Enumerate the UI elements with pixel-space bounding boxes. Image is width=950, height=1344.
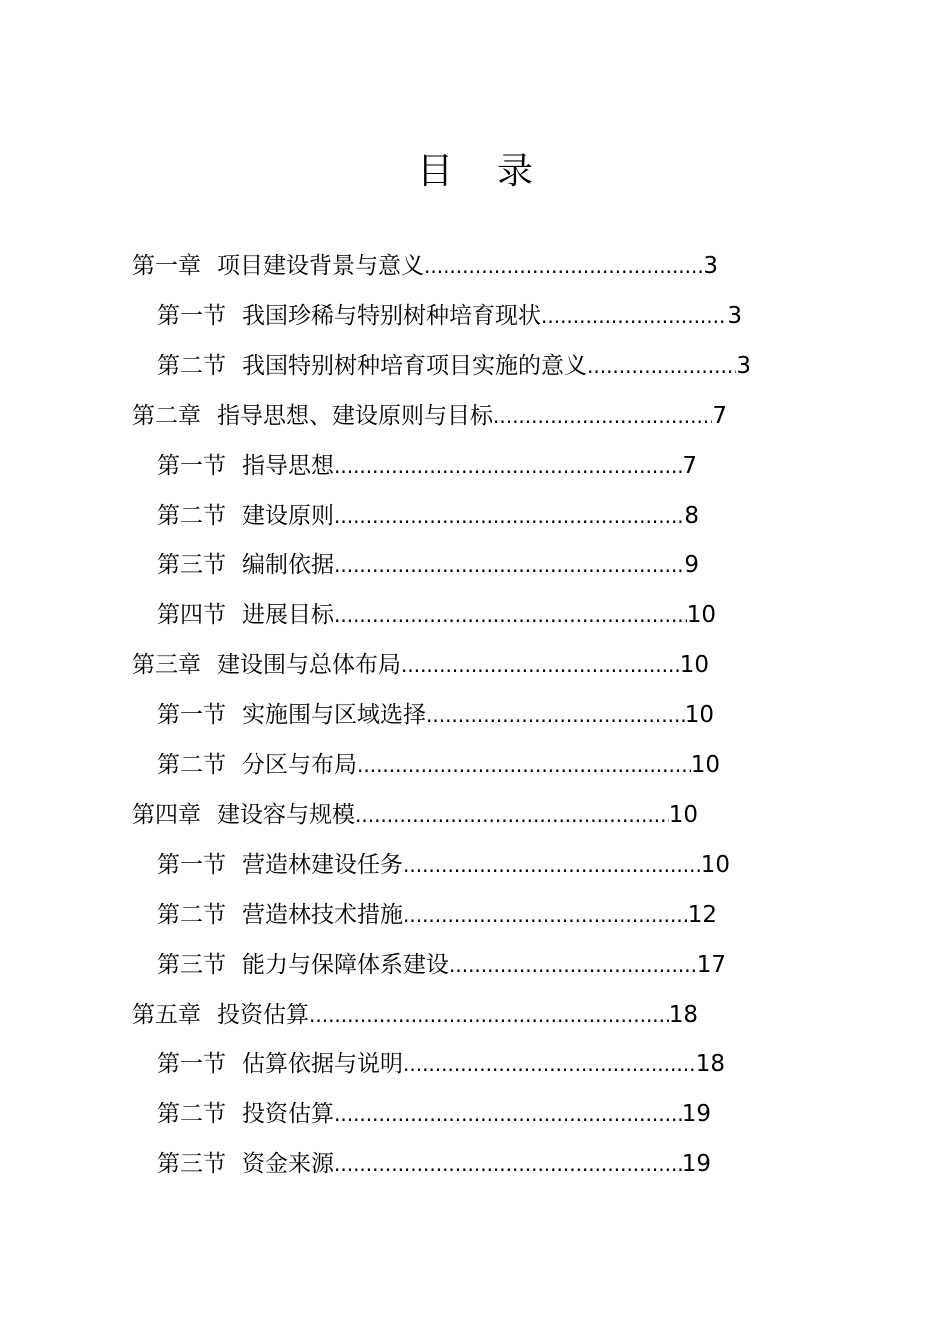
toc-dot-leader — [334, 545, 684, 585]
toc-entry-title: 投资估算 — [242, 1101, 334, 1128]
toc-chapter-entry[interactable] — [132, 396, 727, 436]
toc-entry-title: 项目建设背景与意义 — [217, 253, 424, 279]
toc-page-number: 3 — [727, 302, 742, 329]
toc-section-entry[interactable] — [157, 945, 726, 985]
toc-section-entry[interactable] — [157, 1144, 711, 1184]
toc-section-entry[interactable] — [157, 1044, 725, 1084]
toc-page-number: 10 — [700, 851, 730, 878]
toc-page-number: 10 — [684, 702, 714, 729]
toc-dot-leader — [334, 496, 684, 536]
toc-dot-leader — [449, 945, 697, 985]
toc-entry-title: 营造林技术措施 — [242, 901, 403, 928]
toc-entry-number: 第二节 — [157, 502, 226, 529]
toc-page-number: 17 — [696, 951, 726, 978]
toc-page-number: 3 — [736, 352, 751, 379]
toc-dot-leader — [334, 595, 687, 635]
toc-section-entry[interactable] — [157, 1094, 711, 1134]
toc-dot-leader — [403, 895, 688, 935]
toc-page-number: 3 — [703, 253, 718, 279]
toc-section-entry[interactable] — [157, 595, 716, 635]
toc-entry-title: 建设容与规模 — [217, 801, 355, 828]
toc-dot-leader — [587, 346, 736, 386]
toc-section-entry[interactable] — [157, 895, 717, 935]
toc-section-entry[interactable] — [157, 545, 699, 585]
toc-entry-title: 指导思想 — [242, 452, 334, 479]
toc-entry-title: 能力与保障体系建设 — [242, 951, 449, 978]
toc-page-number: 10 — [686, 602, 716, 629]
toc-section-entry[interactable] — [157, 446, 697, 486]
toc-title-char-2: 录 — [497, 151, 534, 192]
toc-entry-number: 第一节 — [157, 702, 226, 729]
toc-page-number: 10 — [668, 801, 698, 828]
toc-page-number: 19 — [681, 1101, 711, 1128]
toc-entry-title: 我国珍稀与特别树种培育现状 — [242, 302, 541, 329]
toc-dot-leader — [401, 645, 680, 685]
toc-page-number: 8 — [684, 502, 699, 529]
toc-title-char-1: 目 — [416, 151, 453, 192]
toc-page-number: 19 — [681, 1151, 711, 1178]
toc-page-number: 18 — [695, 1051, 725, 1078]
toc-entry-title: 资金来源 — [242, 1151, 334, 1178]
toc-section-entry[interactable] — [157, 845, 730, 885]
toc-dot-leader — [541, 296, 727, 336]
toc-entry-number: 第四章 — [132, 801, 201, 828]
toc-entry-title: 指导思想、建设原则与目标 — [217, 402, 493, 429]
toc-page-number: 18 — [668, 1001, 698, 1028]
toc-page-number: 10 — [679, 652, 709, 679]
toc-section-entry[interactable] — [157, 695, 714, 735]
toc-dot-leader — [355, 795, 669, 835]
toc-chapter-entry[interactable] — [132, 995, 698, 1035]
toc-dot-leader — [334, 446, 682, 486]
toc-entry-number: 第二章 — [132, 402, 201, 429]
toc-section-entry[interactable] — [157, 496, 699, 536]
toc-entry-number: 第一章 — [132, 253, 201, 279]
toc-entry-title: 编制依据 — [242, 552, 334, 579]
toc-entry-number: 第一节 — [157, 851, 226, 878]
toc-entry-title: 进展目标 — [242, 602, 334, 629]
toc-page-number: 7 — [712, 402, 727, 429]
toc-entry-number: 第一节 — [157, 1051, 226, 1078]
toc-title — [0, 150, 950, 194]
toc-entry-title: 营造林建设任务 — [242, 851, 403, 878]
toc-entry-title: 实施围与区域选择 — [242, 702, 426, 729]
toc-entry-number: 第一节 — [157, 302, 226, 329]
toc-entry-number: 第二节 — [157, 901, 226, 928]
toc-entry-number: 第一节 — [157, 452, 226, 479]
toc-page-number: 12 — [687, 901, 717, 928]
toc-entry-number: 第三节 — [157, 951, 226, 978]
toc-chapter-entry[interactable] — [132, 246, 718, 286]
toc-entry-title: 我国特别树种培育项目实施的意义 — [242, 352, 587, 379]
toc-section-entry[interactable] — [157, 296, 742, 336]
toc-chapter-entry[interactable] — [132, 645, 709, 685]
toc-dot-leader — [309, 995, 669, 1035]
toc-dot-leader — [426, 695, 685, 735]
toc-entry-title: 建设原则 — [242, 502, 334, 529]
toc-entry-number: 第三章 — [132, 652, 201, 679]
toc-dot-leader — [334, 1144, 682, 1184]
toc-dot-leader — [403, 845, 701, 885]
toc-entry-number: 第三节 — [157, 1151, 226, 1178]
toc-entry-number: 第四节 — [157, 602, 226, 629]
toc-entry-number: 第二节 — [157, 752, 226, 778]
toc-page-number: 10 — [690, 752, 720, 778]
toc-page-number: 9 — [684, 552, 699, 579]
toc-entry-number: 第五章 — [132, 1001, 201, 1028]
toc-dot-leader — [334, 1094, 682, 1134]
toc-entry-title: 建设围与总体布局 — [217, 652, 401, 679]
toc-entry-number: 第二节 — [157, 1101, 226, 1128]
toc-dot-leader — [493, 396, 712, 436]
toc-entry-title: 估算依据与说明 — [242, 1051, 403, 1078]
toc-entry-number: 第三节 — [157, 552, 226, 579]
toc-dot-leader — [424, 246, 703, 286]
toc-entry-number: 第二节 — [157, 352, 226, 379]
toc-dot-leader — [403, 1044, 696, 1084]
toc-chapter-entry[interactable] — [132, 795, 698, 835]
toc-dot-leader — [357, 745, 691, 785]
toc-section-entry[interactable] — [157, 745, 720, 785]
toc-entry-title: 投资估算 — [217, 1001, 309, 1028]
toc-section-entry[interactable] — [157, 346, 751, 386]
toc-entry-title: 分区与布局 — [242, 752, 357, 778]
toc-page-number: 7 — [682, 452, 697, 479]
